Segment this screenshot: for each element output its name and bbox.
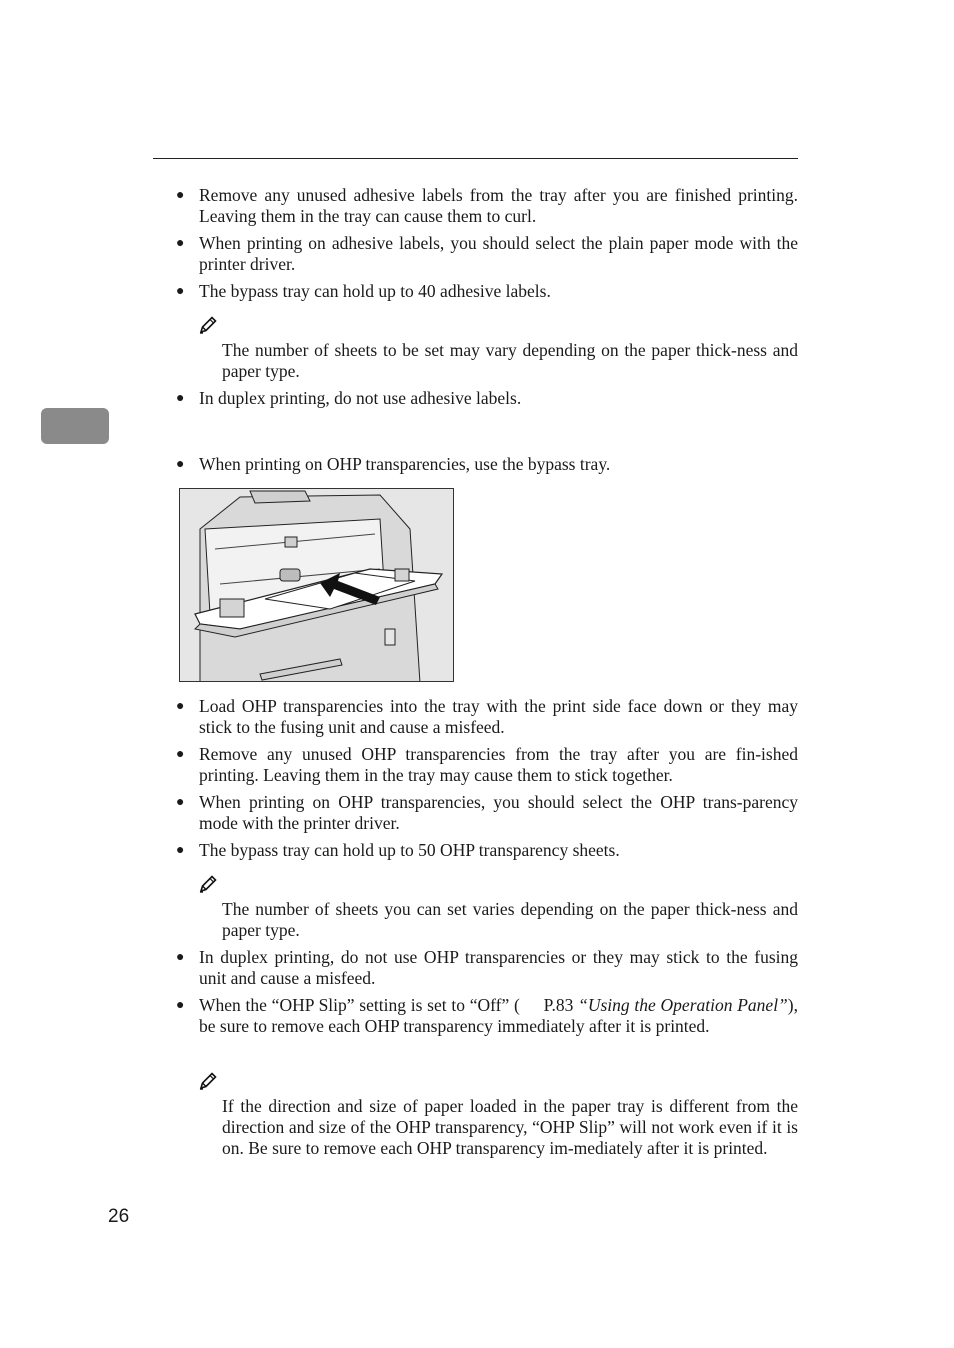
note-text: If the direction and size of paper loaded in the paper tray is different from the direction and size of the OHP transparency, “OHP Slip” will not work even if it is on. Be sure to remove each OHP transparency im-mediately after it is printed. xyxy=(222,1096,798,1158)
note-pencil-icon xyxy=(198,315,220,335)
bullet-icon: ● xyxy=(176,391,185,406)
chapter-tab xyxy=(41,408,109,444)
list-item: ● Load OHP transparencies into the tray with the print side face down or they may stick to the fusing unit and cause a misfeed. xyxy=(176,696,798,737)
page-number: 26 xyxy=(108,1206,130,1227)
reference-title[interactable]: “Using the Operation Panel” xyxy=(578,995,788,1015)
printer-bypass-tray-drawing xyxy=(180,489,454,682)
bullet-icon: ● xyxy=(176,747,185,762)
list-item xyxy=(176,995,798,1037)
list-item: ● The bypass tray can hold up to 50 OHP transparency sheets. xyxy=(176,840,620,860)
note-text: The number of sheets you can set varies depending on the paper thick-ness and paper type. xyxy=(222,899,798,940)
bullet-icon: ● xyxy=(176,236,185,251)
bullet-icon: ● xyxy=(176,998,185,1013)
list-item: ● When printing on OHP transparencies, you should select the OHP trans-parency mode with the printer driver. xyxy=(176,792,798,833)
bullet-icon: ● xyxy=(176,950,185,965)
header-rule xyxy=(153,158,798,159)
note-pencil-icon xyxy=(198,874,220,894)
bullet-icon: ● xyxy=(176,188,185,203)
note-text: The number of sheets to be set may vary depending on the paper thick-ness and paper type. xyxy=(222,340,798,381)
list-item: ● In duplex printing, do not use OHP transparencies or they may stick to the fusing unit and cause a misfeed. xyxy=(176,947,798,988)
list-item: ● The bypass tray can hold up to 40 adhesive labels. xyxy=(176,281,551,301)
slip-prefix: When the “OHP Slip” setting is set to “Off” ( xyxy=(199,995,520,1015)
list-item: ● When printing on OHP transparencies, use the bypass tray. xyxy=(176,454,611,474)
note-pencil-icon xyxy=(198,1071,220,1091)
bypass-tray-illustration xyxy=(179,488,454,682)
list-item: ● When printing on adhesive labels, you should select the plain paper mode with the printer driver. xyxy=(176,233,798,274)
bullet-icon: ● xyxy=(176,843,185,858)
bullet-icon: ● xyxy=(176,284,185,299)
list-item: ● In duplex printing, do not use adhesive labels. xyxy=(176,388,522,408)
list-item: ● Remove any unused OHP transparencies from the tray after you are fin-ished printing. Leaving them in the tray may cause them to stick together. xyxy=(176,744,798,785)
bullet-icon: ● xyxy=(176,699,185,714)
bullet-icon: ● xyxy=(176,795,185,810)
list-item: ● Remove any unused adhesive labels from the tray after you are finished printing. Leaving them in the tray can cause them to curl. xyxy=(176,185,798,226)
bullet-icon: ● xyxy=(176,457,185,472)
page-reference[interactable]: P.83 xyxy=(543,995,574,1015)
slip-suffix: ), be sure to remove each OHP transparency immediately after it is printed. xyxy=(199,995,798,1036)
